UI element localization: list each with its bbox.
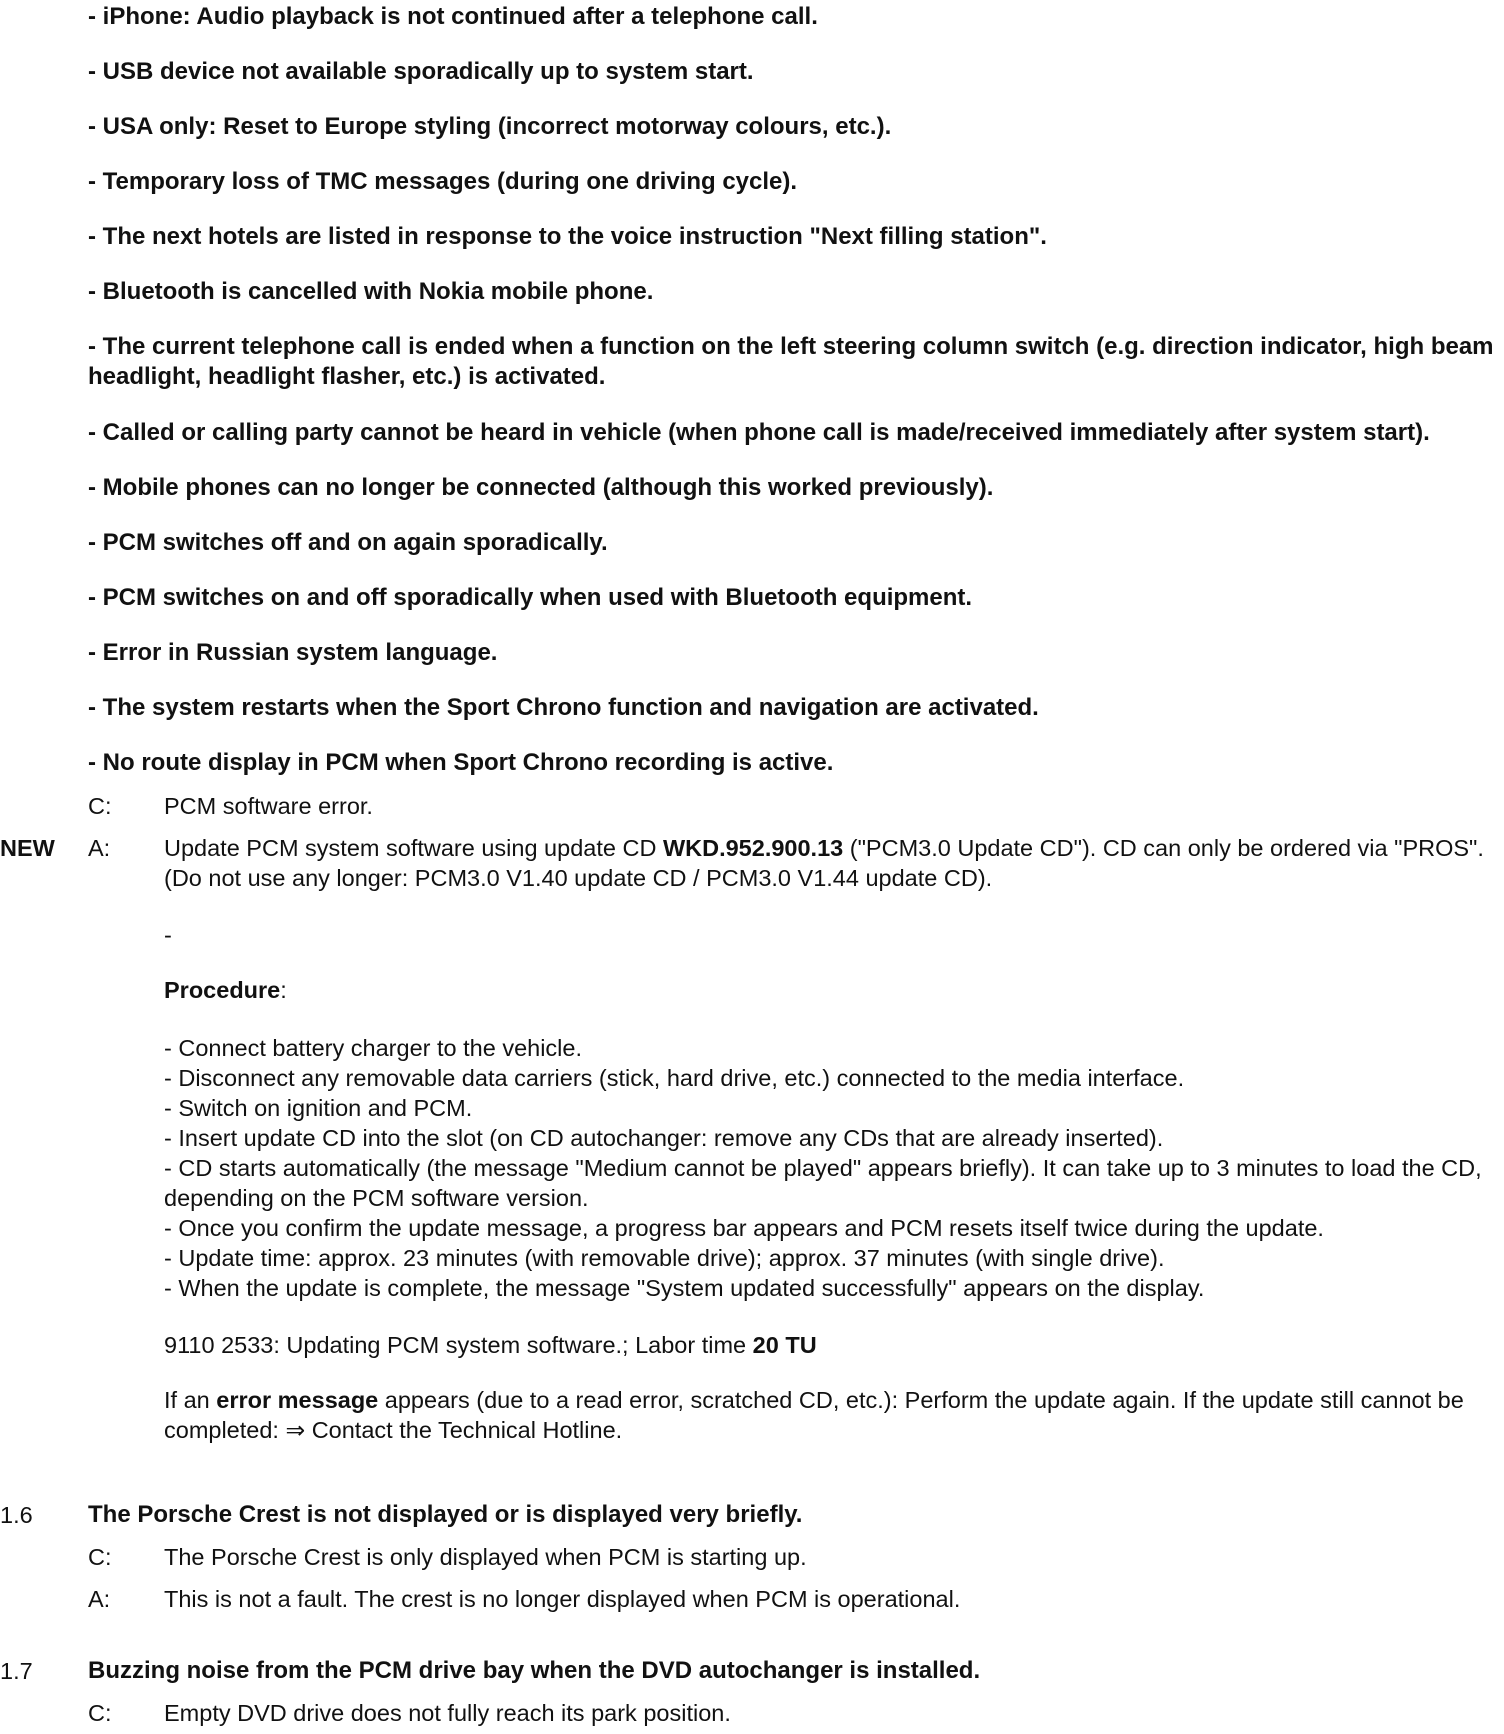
labor-time-value: 20 TU [752, 1332, 817, 1358]
cause-label: C: [88, 1544, 112, 1570]
section-1-6-heading [0, 1500, 1504, 1530]
action-text [164, 833, 1494, 893]
section-title: The Porsche Crest is not displayed or is displayed very briefly. [88, 1501, 803, 1528]
action-text: This is not a fault. The crest is no longer displayed when PCM is operational. [164, 1586, 961, 1612]
labor-description: 9110 2533: Updating PCM system software.; Labor time [164, 1332, 753, 1358]
symptom-item: - The next hotels are listed in response to the voice instruction "Next filling station". [88, 223, 1047, 250]
procedure-step: - Once you confirm the update message, a progress bar appears and PCM resets itself twice during the update. [164, 1215, 1324, 1241]
labor-row [0, 1330, 1504, 1360]
error-rest: appears (due to a read error, scratched CD, etc.): Perform the update again. If the update still cannot be completed: ⇒ Contact the Technical Hotline. [164, 1387, 1464, 1443]
cause-text: PCM software error. [164, 793, 373, 819]
action-text-before: Update PCM system software using update CD [164, 835, 663, 861]
error-text [164, 1385, 1494, 1445]
symptom-item: - No route display in PCM when Sport Chrono recording is active. [88, 749, 834, 776]
symptom-item: - Called or calling party cannot be heard in vehicle (when phone call is made/received immediately after system start). [88, 419, 1430, 446]
procedure-title: Procedure [164, 977, 281, 1003]
section-1-6-cause [0, 1542, 1504, 1572]
symptom-item: - iPhone: Audio playback is not continued after a telephone call. [88, 3, 818, 30]
section-1-7-heading [0, 1656, 1504, 1686]
cause-row [0, 791, 1504, 821]
symptom-item: - USA only: Reset to Europe styling (incorrect motorway colours, etc.). [88, 113, 892, 140]
cause-text: The Porsche Crest is only displayed when PCM is starting up. [164, 1544, 807, 1570]
symptom-item: - USB device not available sporadically up to system start. [88, 58, 754, 85]
section-1-7-cause [0, 1698, 1504, 1728]
procedure-step: - CD starts automatically (the message "Medium cannot be played" appears briefly). It can take up to 3 minutes to load the CD, depending on the PCM software version. [164, 1155, 1482, 1211]
section-1-6-action [0, 1584, 1504, 1614]
procedure-step: - Connect battery charger to the vehicle. [164, 1035, 582, 1061]
procedure-step: - Switch on ignition and PCM. [164, 1095, 473, 1121]
procedure-steps [164, 1033, 1494, 1303]
cause-label: C: [88, 793, 112, 819]
section-number: 1.7 [0, 1658, 33, 1684]
labor-text [164, 1330, 1494, 1360]
symptom-item: - Mobile phones can no longer be connected (although this worked previously). [88, 474, 994, 501]
action-label: A: [88, 835, 111, 861]
error-row [0, 1385, 1504, 1447]
section-number: 1.6 [0, 1502, 33, 1528]
procedure-step: - Disconnect any removable data carriers (stick, hard drive, etc.) connected to the media interface. [164, 1065, 1185, 1091]
symptom-item: - The system restarts when the Sport Chrono function and navigation are activated. [88, 694, 1039, 721]
error-bold: error message [216, 1387, 379, 1413]
new-badge: NEW [0, 835, 55, 861]
section-title: Buzzing noise from the PCM drive bay when the DVD autochanger is installed. [88, 1657, 981, 1684]
error-prefix: If an [164, 1387, 217, 1413]
symptom-item: - Error in Russian system language. [88, 639, 498, 666]
action-text-after: ("PCM3.0 Update CD"). CD can only be ordered via "PROS". (Do not use any longer: PCM3.0 V1.40 update CD / PCM3.0 V1.44 update CD). [164, 835, 1484, 891]
procedure-colon: : [280, 977, 287, 1003]
procedure-step: - When the update is complete, the message "System updated successfully" appears on the display. [164, 1275, 1205, 1301]
cd-number: WKD.952.900.13 [662, 835, 844, 861]
dash-row [0, 920, 1504, 950]
cause-label: C: [88, 1700, 112, 1726]
cause-text: Empty DVD drive does not fully reach its park position. [164, 1700, 731, 1726]
symptom-item: - The current telephone call is ended when a function on the left steering column switch (e.g. direction indicator, high beam headlight, headlight flasher, etc.) is activated. [88, 333, 1494, 390]
symptom-item: - PCM switches on and off sporadically when used with Bluetooth equipment. [88, 584, 973, 611]
procedure-heading-row [0, 975, 1504, 1005]
procedure-step: - Update time: approx. 23 minutes (with removable drive); approx. 37 minutes (with single drive). [164, 1245, 1165, 1271]
dash-marker: - [164, 922, 172, 948]
symptom-item: - PCM switches off and on again sporadically. [88, 529, 608, 556]
symptom-item: - Temporary loss of TMC messages (during one driving cycle). [88, 168, 798, 195]
action-row [0, 833, 1504, 895]
procedure-step: - Insert update CD into the slot (on CD autochanger: remove any CDs that are already inserted). [164, 1125, 1164, 1151]
symptom-item: - Bluetooth is cancelled with Nokia mobile phone. [88, 278, 654, 305]
procedure-heading [164, 975, 1494, 1005]
action-label: A: [88, 1586, 111, 1612]
